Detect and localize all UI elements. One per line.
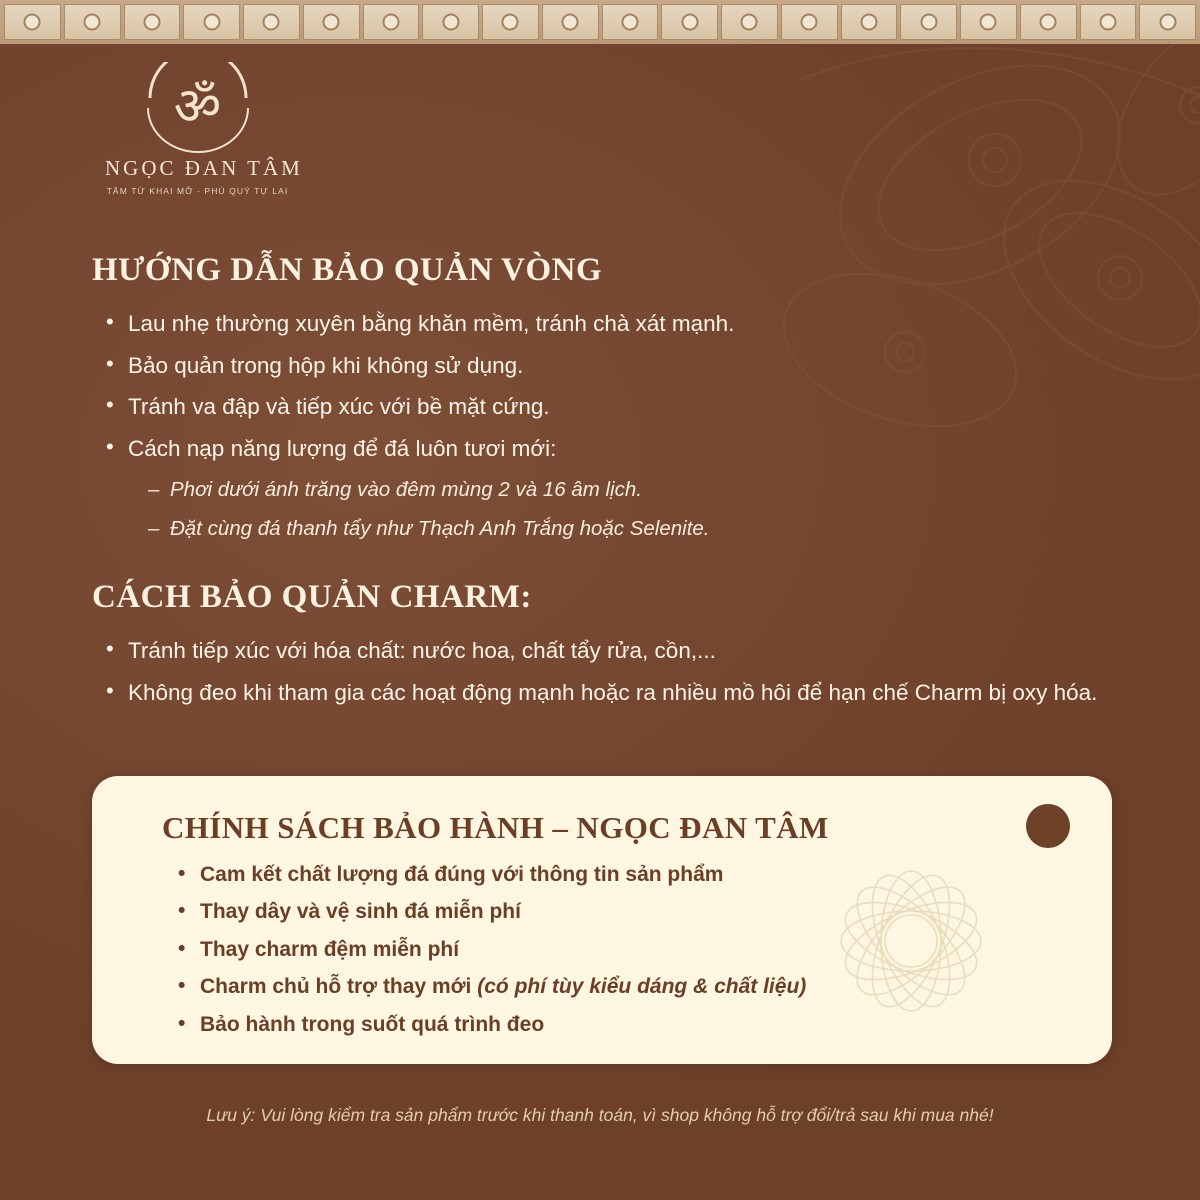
list-item: • Bảo quản trong hộp khi không sử dụng.: [92, 345, 1112, 387]
warranty-card: [92, 776, 1112, 1064]
band-tile: [303, 4, 360, 40]
list-item: [174, 931, 1066, 968]
band-tile: [661, 4, 718, 40]
brand-logo: [105, 62, 303, 196]
band-tile: [1139, 4, 1196, 40]
list-item-text: Bảo hành trong suốt quá trình đeo: [200, 1012, 545, 1036]
list-item-text: Thay dây và vệ sinh đá miễn phí: [200, 900, 521, 924]
list-item-text: Cam kết chất lượng đá đúng với thông tin sản phẩm: [200, 863, 724, 886]
list-item: • Không đeo khi tham gia các hoạt động mạnh hoặc ra nhiều mồ hôi để hạn chế Charm bị oxy hóa.: [92, 672, 1112, 714]
list-item-text: Thay charm đệm miễn phí: [200, 937, 460, 961]
band-tile: [4, 4, 61, 40]
band-tile: [542, 4, 599, 40]
brand-tagline: TÂM TỪ KHAI MỞ - PHÚ QUÝ TỰ LAI: [106, 186, 289, 196]
card-hole-icon: [1026, 804, 1070, 848]
band-tile: [900, 4, 957, 40]
list-item: [174, 893, 1066, 930]
main-content: [92, 252, 1112, 714]
band-tile: [243, 4, 300, 40]
list-item: • Tránh tiếp xúc với hóa chất: nước hoa, chất tẩy rửa, cồn,...: [92, 630, 1112, 672]
band-tile: [602, 4, 659, 40]
sub-list-item: – Đặt cùng đá thanh tẩy như Thạch Anh Trắng hoặc Selenite.: [142, 509, 1112, 549]
sub-list-item: – Phơi dưới ánh trăng vào đêm mùng 2 và 16 âm lịch.: [142, 470, 1112, 510]
care-bracelet-list: [92, 303, 1112, 470]
band-tile: [960, 4, 1017, 40]
warranty-list: [174, 856, 1066, 1043]
brand-name: NGỌC ĐAN TÂM: [105, 156, 303, 180]
list-item-text: Charm chủ hỗ trợ thay mới: [200, 975, 478, 999]
band-tile: [482, 4, 539, 40]
band-tile: [124, 4, 181, 40]
card-title: CHÍNH SÁCH BẢO HÀNH – NGỌC ĐAN TÂM: [162, 810, 829, 845]
band-tile: [1080, 4, 1137, 40]
footer-note: Lưu ý: Vui lòng kiểm tra sản phẩm trước khi thanh toán, vì shop không hỗ trợ đổi/trả sau khi mua nhé!: [206, 1105, 994, 1125]
section-title-care-bracelet: HƯỚNG DẪN BẢO QUẢN VÒNG: [92, 252, 603, 288]
band-tile: [363, 4, 420, 40]
om-icon: ॐ: [138, 62, 258, 154]
band-tile: [721, 4, 778, 40]
list-item: • Lau nhẹ thường xuyên bằng khăn mềm, tránh chà xát mạnh.: [92, 303, 1112, 345]
band-tile: [1020, 4, 1077, 40]
list-item-note: (có phí tùy kiểu dáng & chất liệu): [477, 975, 807, 999]
list-item: • Cách nạp năng lượng để đá luôn tươi mới:: [92, 428, 1112, 470]
band-tile: [841, 4, 898, 40]
list-item: • Tránh va đập và tiếp xúc với bề mặt cứng.: [92, 386, 1112, 428]
band-tile: [183, 4, 240, 40]
section-title-care-charm: CÁCH BẢO QUẢN CHARM:: [92, 579, 532, 616]
list-item: [174, 968, 1066, 1005]
list-item: [174, 1006, 1066, 1043]
band-tile: [422, 4, 479, 40]
top-decorative-band: [0, 0, 1200, 44]
band-tile: [64, 4, 121, 40]
list-item: [174, 856, 1066, 893]
band-tile: [781, 4, 838, 40]
care-charm-list: [92, 630, 1112, 713]
